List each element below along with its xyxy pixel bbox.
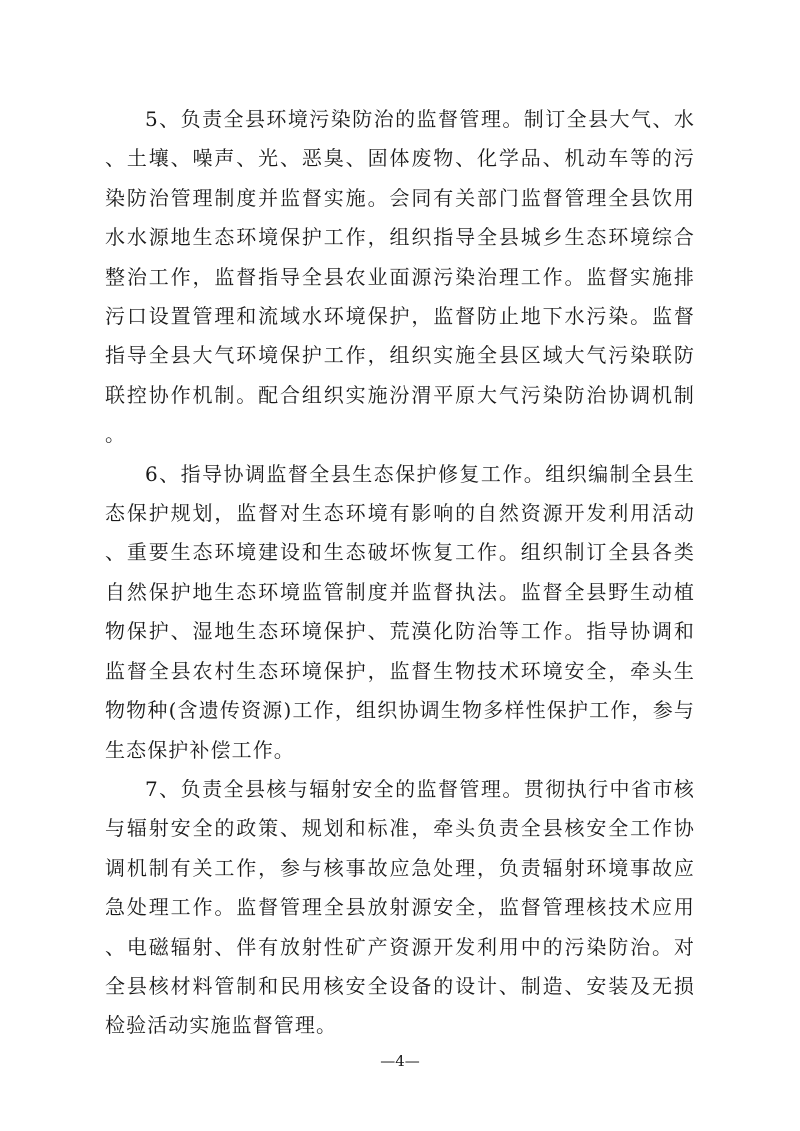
paragraph-item-5: 5、负责全县环境污染防治的监督管理。制订全县大气、水、土壤、噪声、光、恶臭、固体废物、化学品、机动车等的污染防治管理制度并监督实施。会同有关部门监督管理全县饮用水水源地生态环境保护工作，组织指导全县城乡生态环境综合整治工作，监督指导全县农业面源污染治理工作。监督实施排污口设置管理和流域水环境保护，监督防止地下水污染。监督指导全县大气环境保护工作，组织实施全县区域大气污染联防联控协作机制。配合组织实施汾渭平原大气污染防治协调机制。	[105, 107, 695, 447]
page-number: —4—	[380, 1052, 420, 1070]
paragraph-item-6: 6、指导协调监督全县生态保护修复工作。组织编制全县生态保护规划，监督对生态环境有影响的自然资源开发利用活动、重要生态环境建设和生态破坏恢复工作。组织制订全县各类自然保护地生态环境监管制度并监督执法。监督全县野生动植物保护、湿地生态环境保护、荒漠化防治等工作。指导协调和监督全县农村生态环境保护，监督生物技术环境安全，牵头生物物种(含遗传资源)工作，组织协调生物多样性保护工作，参与生态保护补偿工作。	[105, 461, 695, 762]
document-body	[105, 100, 695, 1046]
paragraph-item-7: 7、负责全县核与辐射安全的监督管理。贯彻执行中省市核与辐射安全的政策、规划和标准，牵头负责全县核安全工作协调机制有关工作，参与核事故应急处理，负责辐射环境事故应急处理工作。监督管理全县放射源安全，监督管理核技术应用、电磁辐射、伴有放射性矿产资源开发利用中的污染防治。对全县核材料管制和民用核安全设备的设计、制造、安装及无损检验活动实施监督管理。	[105, 776, 695, 1038]
